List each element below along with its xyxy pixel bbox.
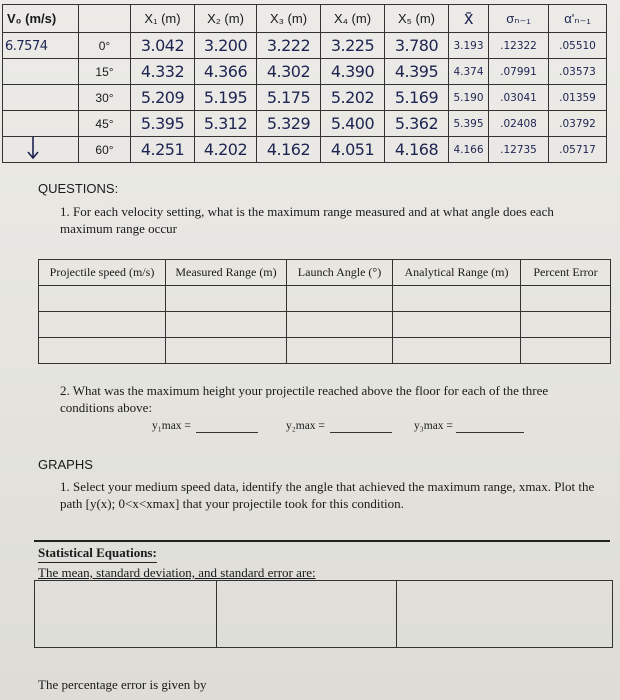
question-1-text: 1. For each velocity setting, what is the maximum range measured and at what angle does each maximum range occur [60,204,554,236]
x3-cell: 3.222 [257,33,321,59]
y1max-blank [196,432,258,433]
y1max-label: y₁max = [152,420,191,432]
x4-cell: 5.400 [321,111,385,137]
sigma-cell: .12322 [489,33,549,59]
alpha-cell: .03792 [549,111,607,137]
down-arrow-icon [23,137,43,161]
std-error-equation-box [397,581,613,648]
y3max-blank [456,432,524,433]
x2-cell: 3.200 [195,33,257,59]
section-divider [34,540,610,542]
header-x5: X₅ (m) [385,5,449,33]
header-percent-error: Percent Error [521,260,611,286]
velocity-cell [3,33,79,59]
mean-cell: 5.395 [449,111,489,137]
header-x1: X₁ (m) [131,5,195,33]
header-velocity: V₀ (m/s) [3,5,79,33]
y2max-label: y₂max = [286,420,325,432]
sigma-cell: .03041 [489,85,549,111]
header-analytical-range: Analytical Range (m) [393,260,521,286]
x4-cell: 3.225 [321,33,385,59]
y2max-blank [330,432,392,433]
x5-cell: 5.362 [385,111,449,137]
table-row [39,286,611,312]
question-2-text: 2. What was the maximum height your projectile reached above the floor for each of the three conditions above: [60,383,549,415]
velocity-blank-cell [3,111,79,137]
x2-cell: 4.366 [195,59,257,85]
mean-cell: 4.374 [449,59,489,85]
sigma-cell: .07991 [489,59,549,85]
x5-cell: 5.169 [385,85,449,111]
x4-cell: 4.051 [321,137,385,163]
graphs-heading: GRAPHS [38,457,93,472]
x2-cell: 4.202 [195,137,257,163]
mean-cell: 4.166 [449,137,489,163]
x3-cell: 5.175 [257,85,321,111]
header-measured-range: Measured Range (m) [166,260,287,286]
table-row [3,111,607,137]
angle-cell: 0° [79,33,131,59]
x1-cell: 5.209 [131,85,195,111]
table-row [39,338,611,364]
velocity-blank-cell [3,59,79,85]
x5-cell: 4.395 [385,59,449,85]
header-alpha: α'ₙ₋₁ [549,5,607,33]
header-x3: X₃ (m) [257,5,321,33]
velocity-blank-cell [3,85,79,111]
header-x4: X₄ (m) [321,5,385,33]
graphs-question-1-text: 1. Select your medium speed data, identify the angle that achieved the maximum range, xmax. Plot the path [y(x); 0<x<xmax] that your projectile took for this condition. [60,479,595,511]
angle-cell: 15° [79,59,131,85]
x5-cell: 3.780 [385,33,449,59]
percent-error-text: The percentage error is given by [38,677,207,692]
x1-cell: 5.395 [131,111,195,137]
header-x2: X₂ (m) [195,5,257,33]
x1-cell: 4.332 [131,59,195,85]
alpha-cell: .05717 [549,137,607,163]
x3-cell: 4.302 [257,59,321,85]
questions-heading: QUESTIONS: [38,181,119,196]
measurement-table [2,4,607,163]
header-angle [79,5,131,33]
angle-cell: 60° [79,137,131,163]
table-header-row [3,5,607,33]
angle-cell: 45° [79,111,131,137]
range-header-row [39,260,611,286]
x2-cell: 5.312 [195,111,257,137]
velocity-arrow-cell [3,137,79,163]
x3-cell: 5.329 [257,111,321,137]
mean-equation-box [35,581,217,648]
y3max-label: y₃max = [414,420,453,432]
table-row [3,137,607,163]
x3-cell: 4.162 [257,137,321,163]
table-row [35,581,613,648]
mean-cell: 5.190 [449,85,489,111]
statistics-equation-boxes [34,580,613,648]
x4-cell: 5.202 [321,85,385,111]
sigma-cell: .02408 [489,111,549,137]
angle-cell: 30° [79,85,131,111]
velocity-value: 6.7574 [5,38,48,54]
alpha-cell: .05510 [549,33,607,59]
x1-cell: 4.251 [131,137,195,163]
x5-cell: 4.168 [385,137,449,163]
header-projectile-speed: Projectile speed (m/s) [39,260,166,286]
x2-cell: 5.195 [195,85,257,111]
alpha-cell: .01359 [549,85,607,111]
header-sigma: σₙ₋₁ [489,5,549,33]
mean-cell: 3.193 [449,33,489,59]
header-mean: x̄ [449,5,489,33]
table-row [3,85,607,111]
statistics-heading: Statistical Equations: [38,545,157,563]
sigma-cell: .12735 [489,137,549,163]
table-row [39,312,611,338]
x4-cell: 4.390 [321,59,385,85]
range-table [38,259,611,364]
statistics-mean-text: The mean, standard deviation, and standard error are: [38,565,316,580]
header-launch-angle: Launch Angle (°) [287,260,393,286]
table-row [3,59,607,85]
table-row [3,33,607,59]
x1-cell: 3.042 [131,33,195,59]
std-dev-equation-box [217,581,397,648]
alpha-cell: .03573 [549,59,607,85]
